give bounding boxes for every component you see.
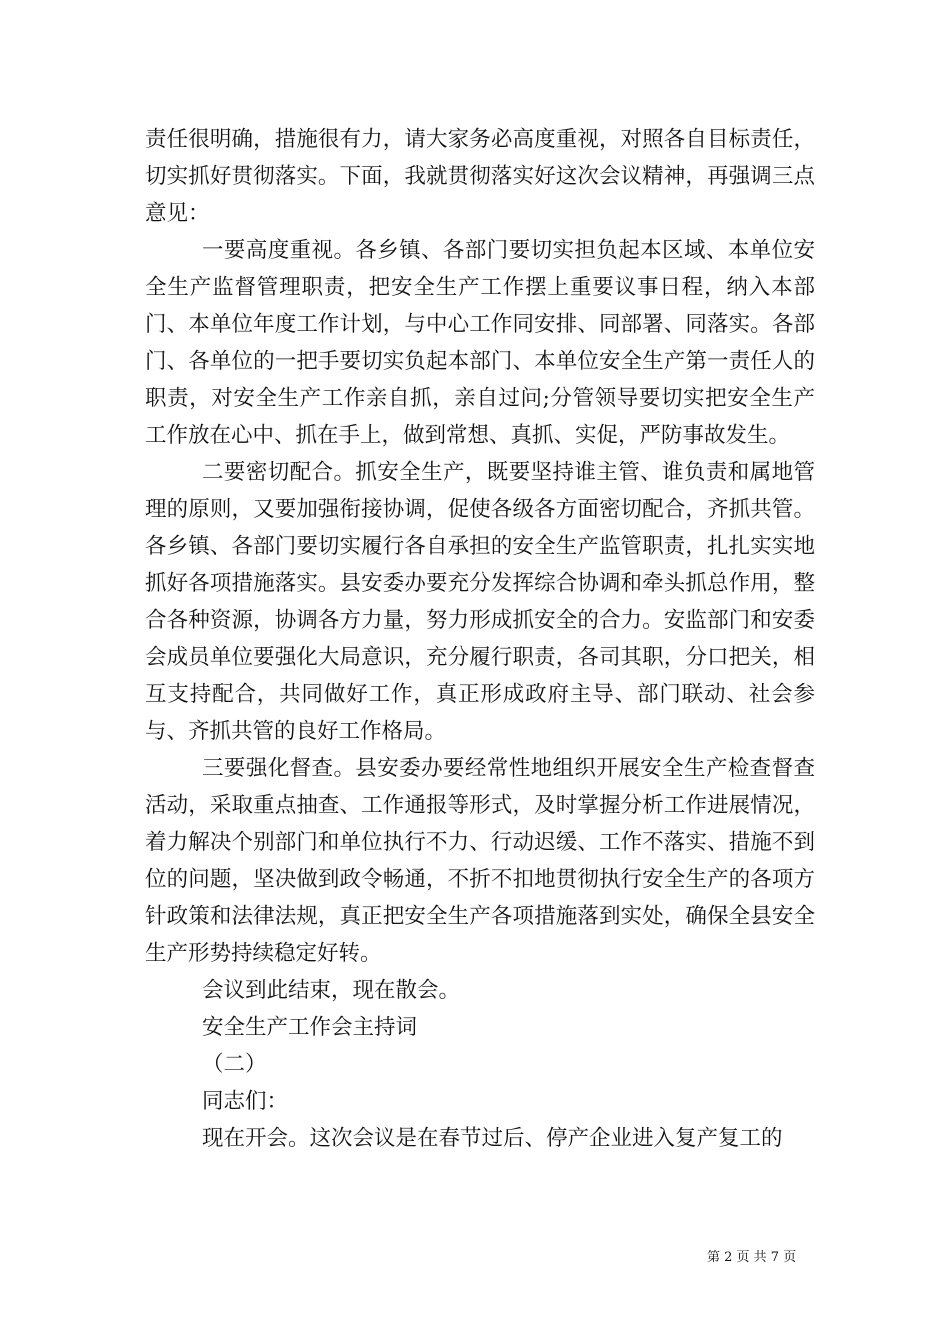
- paragraph-point-one: 一要高度重视。各乡镇、各部门要切实担负起本区域、本单位安全生产监督管理职责，把安全生产工作摆上重要议事日程，纳入本部门、本单位年度工作计划，与中心工作同安排、同部署、同落实。各部门、各单位的一把手要切实负起本部门、本单位安全生产第一责任人的职责，对安全生产工作亲自抓，亲自过问;分管领导要切实把安全生产工作放在心中、抓在手上，做到常想、真抓、实促，严防事故发生。: [145, 238, 815, 448]
- page-number-footer: 第 2 页 共 7 页: [707, 1250, 797, 1265]
- paragraph-point-three: 三要强化督查。县安委办要经常性地组织开展安全生产检查督查活动，采取重点抽查、工作通报等形式，及时掌握分析工作进展情况，着力解决个别部门和单位执行不力、行动迟缓、工作不落实、措施不到位的问题，坚决做到政令畅通，不折不扣地贯彻执行安全生产的各项方针政策和法律法规，真正把安全生产各项措施落到实处，确保全县安全生产形势持续稳定好转。: [145, 756, 815, 966]
- document-body: [145, 121, 815, 1157]
- opening-line: 现在开会。这次会议是在春节过后、停产企业进入复产复工的: [202, 1126, 783, 1151]
- salutation: 同志们：: [202, 1089, 289, 1114]
- next-section-subtitle: （二）: [202, 1052, 267, 1077]
- closing-line: 会议到此结束，现在散会。: [202, 978, 461, 1003]
- next-section-title: 安全生产工作会主持词: [202, 1015, 418, 1040]
- paragraph-point-two: 二要密切配合。抓安全生产，既要坚持谁主管、谁负责和属地管理的原则，又要加强衔接协调，促使各级各方面密切配合，齐抓共管。各乡镇、各部门要切实履行各自承担的安全生产监管职责，扎扎实实地抓好各项措施落实。县安委办要充分发挥综合协调和牵头抓总作用，整合各种资源，协调各方力量，努力形成抓安全的合力。安监部门和安委会成员单位要强化大局意识，充分履行职责，各司其职，分口把关，相互支持配合，共同做好工作，真正形成政府主导、部门联动、社会参与、齐抓共管的良好工作格局。: [145, 460, 815, 744]
- paragraph-continuation: 责任很明确，措施很有力，请大家务必高度重视，对照各自目标责任，切实抓好贯彻落实。下面，我就贯彻落实好这次会议精神，再强调三点意见：: [145, 127, 815, 226]
